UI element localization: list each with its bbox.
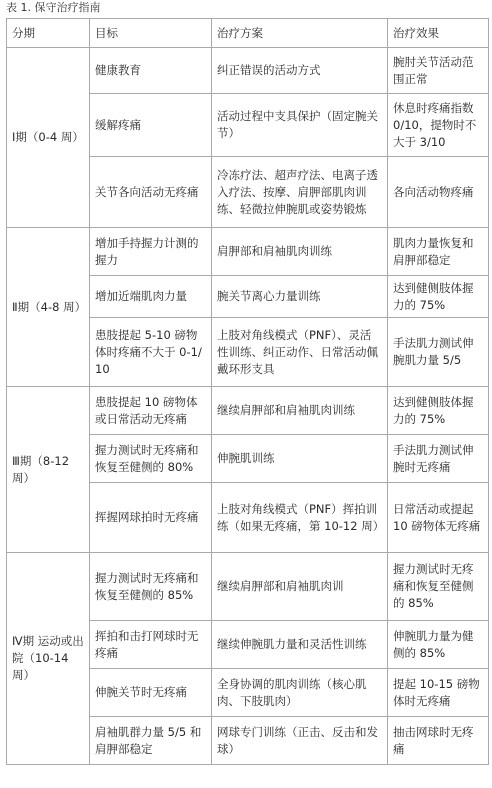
column-header-effect: 治疗效果 xyxy=(388,19,489,48)
plan-cell: 全身协调的肌肉训练（核心肌肉、下肢肌肉） xyxy=(212,669,388,717)
plan-cell: 网球专门训练（正击、反击和发球） xyxy=(212,717,388,765)
column-header-plan: 治疗方案 xyxy=(212,19,388,48)
plan-cell: 上肢对角线模式（PNF）、灵活性训练、纠正动作、日常活动佩戴环形支具 xyxy=(212,318,388,387)
stage-cell: Ⅳ期 运动或出院（10-14 周） xyxy=(7,553,90,765)
table-caption: 表 1. 保守治疗指南 xyxy=(6,1,101,14)
effect-cell: 休息时疼痛指数 0/10，提物时不大于 3/10 xyxy=(388,94,489,157)
goal-cell: 握力测试时无疼痛和恢复至健侧的 85% xyxy=(90,553,212,621)
effect-cell: 手法肌力测试伸腕肌力量 5/5 xyxy=(388,318,489,387)
stage-cell: Ⅰ期（0-4 周） xyxy=(7,48,90,228)
treatment-guide-table xyxy=(6,18,489,765)
goal-cell: 挥拍和击打网球时无疼痛 xyxy=(90,621,212,669)
effect-cell: 抽击网球时无疼痛 xyxy=(388,717,489,765)
effect-cell: 达到健侧肢体握力的 75% xyxy=(388,387,489,435)
effect-cell: 肌肉力量恢复和肩胛部稳定 xyxy=(388,228,489,276)
goal-cell: 增加手持握力计测的握力 xyxy=(90,228,212,276)
plan-cell: 伸腕肌训练 xyxy=(212,435,388,483)
goal-cell: 关节各向活动无疼痛 xyxy=(90,157,212,228)
effect-cell: 达到健侧肢体握力的 75% xyxy=(388,276,489,318)
goal-cell: 患肢提起 5-10 磅物体时疼痛不大于 0-1/10 xyxy=(90,318,212,387)
effect-cell: 各向活动物疼痛 xyxy=(388,157,489,228)
header-row xyxy=(7,19,489,48)
goal-cell: 握力测试时无疼痛和恢复至健侧的 80% xyxy=(90,435,212,483)
plan-cell: 继续肩胛部和肩袖肌肉训 xyxy=(212,553,388,621)
column-header-goal: 目标 xyxy=(90,19,212,48)
stage-cell: Ⅱ期（4-8 周） xyxy=(7,228,90,387)
plan-cell: 继续伸腕肌力量和灵活性训练 xyxy=(212,621,388,669)
plan-cell: 上肢对角线模式（PNF）挥拍训练（如果无疼痛，第 10-12 周） xyxy=(212,483,388,553)
plan-cell: 继续肩胛部和肩袖肌肉训练 xyxy=(212,387,388,435)
column-header-stage: 分期 xyxy=(7,19,90,48)
goal-cell: 患肢提起 10 磅物体或日常活动无疼痛 xyxy=(90,387,212,435)
goal-cell: 挥握网球拍时无疼痛 xyxy=(90,483,212,553)
plan-cell: 活动过程中支具保护（固定腕关节） xyxy=(212,94,388,157)
table-row xyxy=(7,228,489,276)
plan-cell: 冷冻疗法、超声疗法、电离子透入疗法、按摩、肩胛部肌肉训练、轻微拉伸腕肌或姿势锻炼 xyxy=(212,157,388,228)
goal-cell: 缓解疼痛 xyxy=(90,94,212,157)
goal-cell: 伸腕关节时无疼痛 xyxy=(90,669,212,717)
table-row xyxy=(7,48,489,94)
goal-cell: 健康教育 xyxy=(90,48,212,94)
plan-cell: 纠正错误的活动方式 xyxy=(212,48,388,94)
effect-cell: 日常活动或提起 10 磅物体无疼痛 xyxy=(388,483,489,553)
table-row xyxy=(7,553,489,621)
effect-cell: 握力测试时无疼痛和恢复至健侧的 85% xyxy=(388,553,489,621)
table-row xyxy=(7,387,489,435)
stage-cell: Ⅲ期（8-12 周） xyxy=(7,387,90,553)
goal-cell: 肩袖肌群力量 5/5 和肩胛部稳定 xyxy=(90,717,212,765)
effect-cell: 手法肌力测试伸腕时无疼痛 xyxy=(388,435,489,483)
effect-cell: 提起 10-15 磅物体时无疼痛 xyxy=(388,669,489,717)
effect-cell: 腕肘关节活动范围正常 xyxy=(388,48,489,94)
plan-cell: 腕关节离心力量训练 xyxy=(212,276,388,318)
plan-cell: 肩胛部和肩袖肌肉训练 xyxy=(212,228,388,276)
effect-cell: 伸腕肌力量为健侧的 85% xyxy=(388,621,489,669)
goal-cell: 增加近端肌肉力量 xyxy=(90,276,212,318)
